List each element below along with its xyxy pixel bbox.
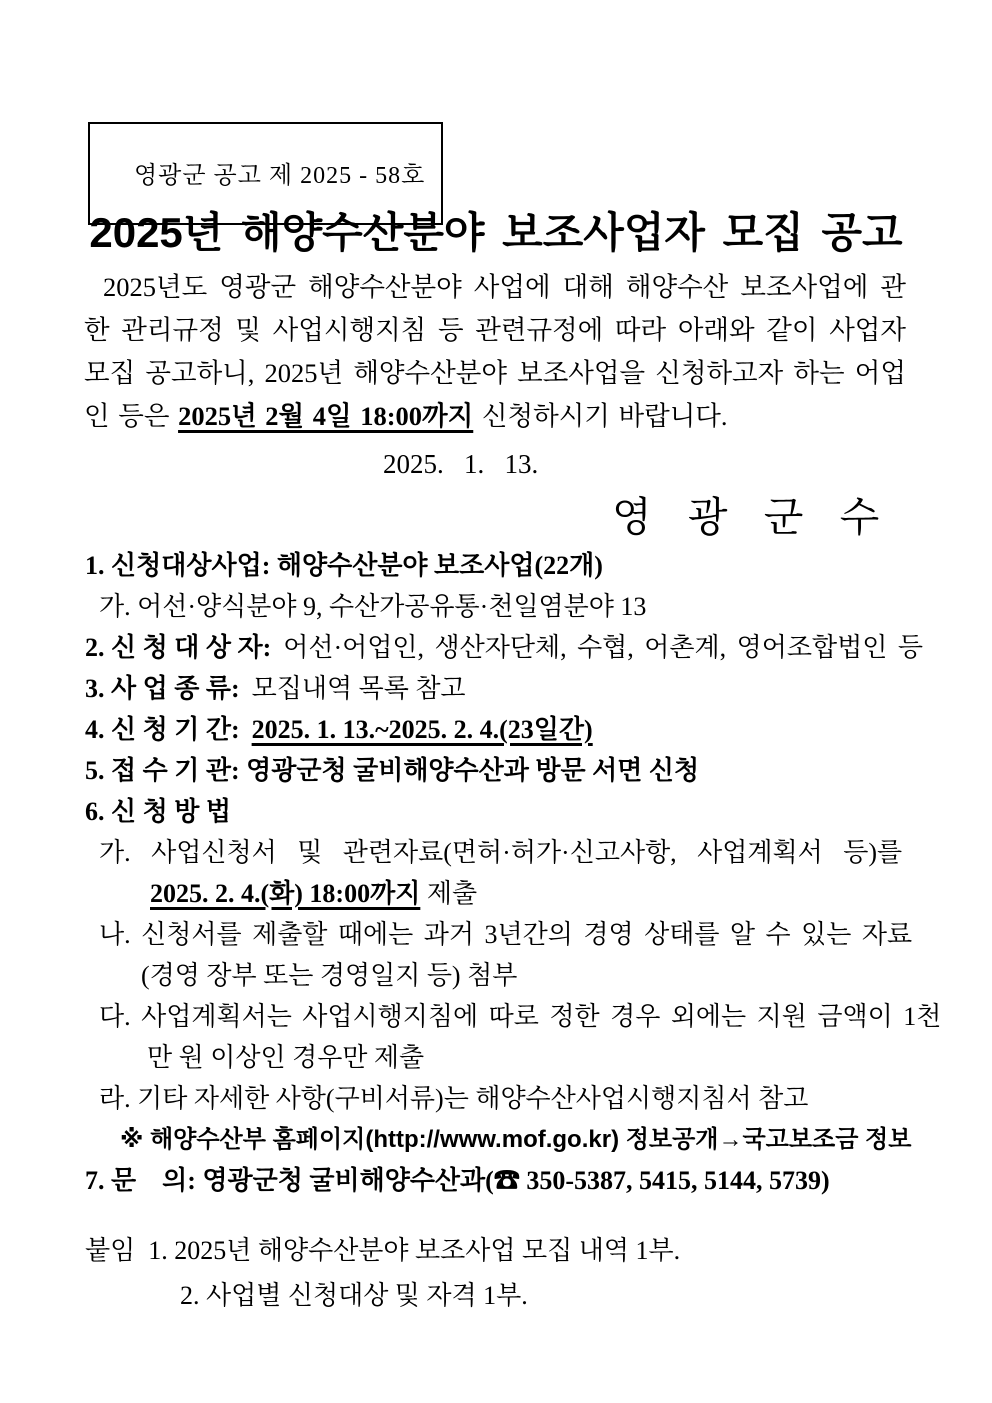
notice-item-list [85, 545, 965, 1201]
item-method-b-line1: 나. 신청서를 제출할 때에는 과거 3년간의 경영 상태를 알 수 있는 자료 [99, 920, 913, 949]
item-applicants-value: 어선·어업인, 생산자단체, 수협, 어촌계, 영어조합법인 등 [283, 633, 923, 662]
item-business-type [85, 668, 965, 709]
item-applicants [85, 627, 965, 668]
attachment-line-1: 붙임 1. 2025년 해양수산분야 보조사업 모집 내역 1부. [85, 1236, 681, 1265]
item-method-d: 라. 기타 자세한 사항(구비서류)는 해양수산사업시행지침서 참고 [99, 1084, 809, 1113]
notice-number: 영광군 공고 제 2025 - 58호 [134, 163, 426, 189]
issue-date: 2025. 1. 13. [383, 449, 539, 479]
item-method-a: 가. 사업신청서 및 관련자료(면허·허가·신고사항, 사업계획서 등)를 [99, 838, 903, 867]
attachment-line-2: 2. 사업별 신청대상 및 자격 1부. [180, 1281, 528, 1310]
item-applicants-label: 2. 신 청 대 상 자: [85, 633, 272, 662]
intro-paragraph [84, 266, 915, 438]
intro-text-after: 신청하시기 바랍니다. [473, 401, 728, 431]
attachments-section [85, 1228, 965, 1318]
item-method-a-deadline-line [85, 873, 965, 914]
item-application-method: 6. 신 청 방 법 [85, 797, 231, 826]
intro-text-before: 2025년도 영광군 해양수산분야 사업에 대해 해양수산 보조사업에 관한 관리규정 및 사업시행지침 등 관련규정에 따라 아래와 같이 사업자 모집 공고하니, 2025년 해양수산분야 보조사업을 신청하고자 하는 어업인 등은 [84, 272, 915, 431]
item-method-c-line1: 다. 사업계획서는 사업시행지침에 따로 정한 경우 외에는 지원 금액이 1천 [99, 1002, 942, 1031]
item-application-period-label: 4. 신 청 기 간: [85, 715, 240, 744]
intro-deadline: 2025년 2월 4일 18:00까지 [178, 401, 474, 431]
item-target-business: 1. 신청대상사업: 해양수산분야 보조사업(22개) [85, 551, 603, 580]
item-reception-office: 5. 접 수 기 관: 영광군청 굴비해양수산과 방문 서면 신청 [85, 756, 700, 785]
item-method-b-line2: (경영 장부 또는 경영일지 등) 첨부 [141, 961, 518, 990]
item-target-business-sub: 가. 어선·양식분야 9, 수산가공유통·천일염분야 13 [99, 592, 647, 621]
item-method-a-suffix: 제출 [420, 879, 478, 908]
item-business-type-label: 3. 사 업 종 류: [85, 674, 240, 703]
signer-county-mayor: 영 광 군 수 [612, 494, 893, 540]
item-application-period-value: 2025. 1. 13.~2025. 2. 4.(23일간) [251, 715, 593, 744]
item-method-c-line2: 만 원 이상인 경우만 제출 [147, 1043, 425, 1072]
item-method-a-deadline: 2025. 2. 4.(화) 18:00까지 [150, 879, 421, 908]
page-title: 2025년 해양수산분야 보조사업자 모집 공고 [89, 209, 903, 256]
item-contact: 7. 문 의: 영광군청 굴비해양수산과(☎ 350-5387, 5415, 5144, 5739) [85, 1166, 830, 1195]
item-application-period [85, 709, 965, 750]
homepage-note: ※ 해양수산부 홈페이지(http://www.mof.go.kr) 정보공개→국고보조금 정보 [120, 1126, 912, 1153]
item-business-type-value: 모집내역 목록 참고 [251, 674, 466, 703]
